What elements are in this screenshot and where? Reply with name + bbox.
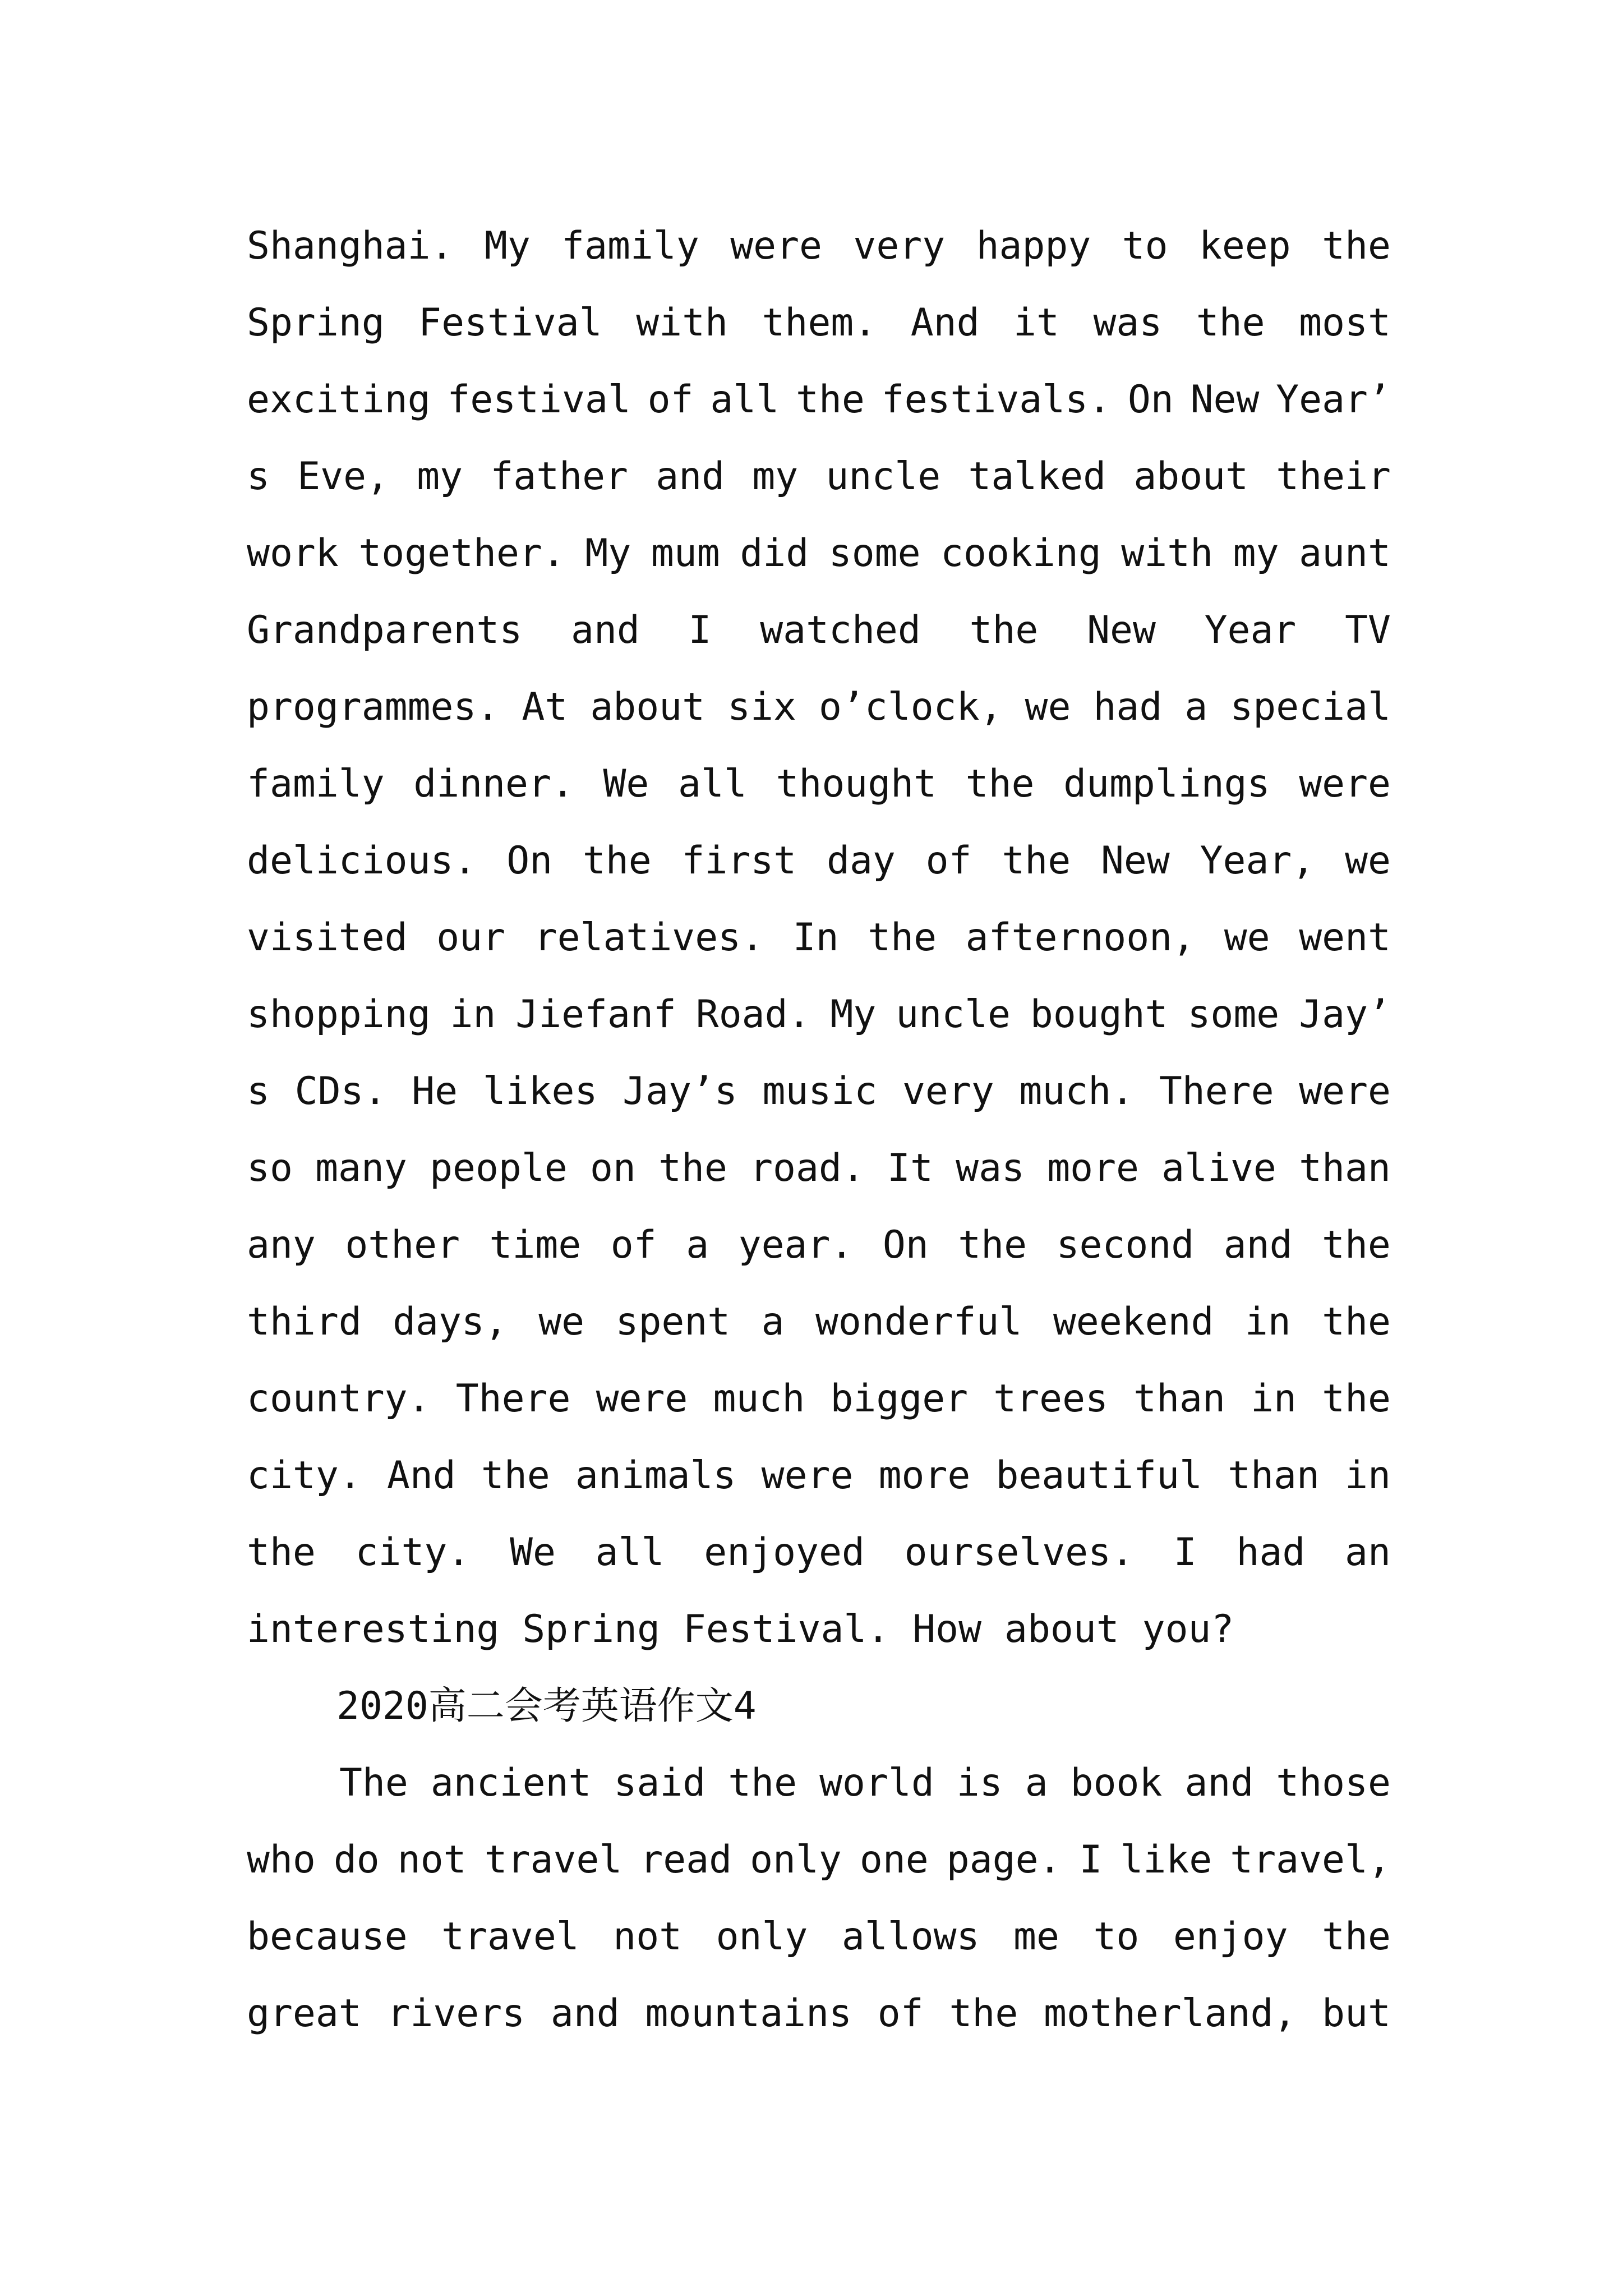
word: third bbox=[247, 1300, 362, 1344]
word: Spring bbox=[247, 301, 385, 345]
word: rivers bbox=[387, 1991, 525, 2036]
word: Year, bbox=[1200, 839, 1315, 883]
word: bigger bbox=[830, 1377, 969, 1421]
word: road. bbox=[750, 1146, 865, 1190]
word: ancient bbox=[430, 1761, 592, 1805]
word: allows bbox=[841, 1915, 980, 1959]
word: alive bbox=[1161, 1146, 1276, 1190]
text-line bbox=[247, 1207, 1391, 1283]
word: all bbox=[710, 378, 780, 422]
word: was bbox=[1093, 301, 1163, 345]
word: all bbox=[677, 762, 747, 806]
word: the bbox=[1196, 301, 1265, 345]
word: but bbox=[1322, 1991, 1391, 2036]
word: keep bbox=[1198, 224, 1291, 268]
word: we bbox=[538, 1300, 585, 1344]
word: the bbox=[796, 378, 865, 422]
word: had bbox=[1093, 685, 1163, 729]
word: a bbox=[1184, 685, 1208, 729]
word: city. bbox=[355, 1530, 471, 1575]
word: relatives. bbox=[534, 915, 764, 960]
word: so bbox=[247, 1146, 293, 1190]
word: the bbox=[969, 608, 1039, 652]
word: some bbox=[828, 531, 921, 576]
word: My bbox=[830, 992, 877, 1037]
word: New bbox=[1100, 839, 1170, 883]
word: New bbox=[1190, 378, 1260, 422]
word: s bbox=[247, 454, 270, 499]
word: were bbox=[761, 1453, 854, 1498]
text-line bbox=[247, 746, 1391, 822]
text-line bbox=[247, 515, 1391, 592]
word: programmes. bbox=[247, 685, 500, 729]
word: very bbox=[853, 224, 946, 268]
word: than bbox=[1133, 1377, 1225, 1421]
word: page. bbox=[946, 1838, 1062, 1882]
word: and bbox=[571, 608, 640, 652]
text-line bbox=[247, 669, 1391, 746]
word: the bbox=[728, 1761, 797, 1805]
word: those bbox=[1276, 1761, 1391, 1805]
text-line bbox=[247, 899, 1391, 976]
word: with bbox=[636, 301, 728, 345]
text-line bbox=[247, 361, 1391, 438]
word: a bbox=[761, 1300, 785, 1344]
word: There bbox=[455, 1377, 571, 1421]
word: spent bbox=[615, 1300, 731, 1344]
word: second bbox=[1056, 1223, 1195, 1267]
word: and bbox=[1223, 1223, 1293, 1267]
word: wonderful bbox=[815, 1300, 1022, 1344]
word: because bbox=[247, 1915, 408, 1959]
word: country. bbox=[247, 1377, 431, 1421]
word: some bbox=[1187, 992, 1280, 1037]
word: and bbox=[1184, 1761, 1254, 1805]
word: mum bbox=[651, 531, 720, 576]
word: said bbox=[614, 1761, 706, 1805]
word: my bbox=[417, 454, 463, 499]
word: We bbox=[603, 762, 649, 806]
word: we bbox=[1345, 839, 1391, 883]
word: their bbox=[1276, 454, 1391, 499]
word: On bbox=[882, 1223, 929, 1267]
word: of bbox=[610, 1223, 657, 1267]
word: likes bbox=[482, 1069, 598, 1114]
word: more bbox=[1047, 1146, 1139, 1190]
word: day bbox=[827, 839, 896, 883]
word: who bbox=[247, 1838, 316, 1882]
word: visited bbox=[247, 915, 408, 960]
word: I bbox=[1173, 1530, 1197, 1575]
word: read bbox=[640, 1838, 732, 1882]
word: family bbox=[247, 762, 385, 806]
word: a bbox=[686, 1223, 709, 1267]
word: my bbox=[752, 454, 799, 499]
word: On bbox=[1127, 378, 1174, 422]
word: the bbox=[868, 915, 937, 960]
word: the bbox=[1322, 1915, 1391, 1959]
word: year. bbox=[738, 1223, 854, 1267]
word: in bbox=[1345, 1453, 1391, 1498]
word: watched bbox=[760, 608, 921, 652]
word: other bbox=[345, 1223, 460, 1267]
text-line bbox=[247, 1745, 1391, 1821]
word: days, bbox=[393, 1300, 508, 1344]
word: than bbox=[1228, 1453, 1320, 1498]
word: The bbox=[339, 1761, 408, 1805]
text-line bbox=[247, 284, 1391, 361]
word: Road. bbox=[695, 992, 811, 1037]
word: time bbox=[489, 1223, 582, 1267]
word: went bbox=[1299, 915, 1391, 960]
word: first bbox=[681, 839, 797, 883]
word: is bbox=[956, 1761, 1003, 1805]
word: were bbox=[1299, 1069, 1391, 1114]
word: and bbox=[550, 1991, 620, 2036]
word: of bbox=[877, 1991, 924, 2036]
word: animals bbox=[575, 1453, 736, 1498]
word: trees bbox=[993, 1377, 1108, 1421]
word: At bbox=[522, 685, 568, 729]
word: more bbox=[878, 1453, 971, 1498]
word: dumplings bbox=[1063, 762, 1270, 806]
word: in bbox=[1244, 1300, 1291, 1344]
word: motherland, bbox=[1044, 1991, 1297, 2036]
word: it bbox=[1013, 301, 1059, 345]
word: people bbox=[430, 1146, 568, 1190]
text-line bbox=[247, 1898, 1391, 1975]
word: uncle bbox=[896, 992, 1011, 1037]
word: them. bbox=[762, 301, 877, 345]
word: in bbox=[450, 992, 496, 1037]
word: were bbox=[1299, 762, 1391, 806]
word: only bbox=[750, 1838, 842, 1882]
word: of bbox=[925, 839, 972, 883]
text-line: interesting Spring Festival. How about you? bbox=[247, 1607, 1234, 1651]
word: He bbox=[412, 1069, 458, 1114]
word: talked bbox=[968, 454, 1106, 499]
word: one bbox=[859, 1838, 929, 1882]
word: the bbox=[1322, 1300, 1391, 1344]
word: not bbox=[397, 1838, 467, 1882]
word: than bbox=[1299, 1146, 1391, 1190]
word: only bbox=[716, 1915, 808, 1959]
word: we bbox=[1025, 685, 1071, 729]
word: aunt bbox=[1299, 531, 1391, 576]
word: were bbox=[730, 224, 822, 268]
word: the bbox=[481, 1453, 550, 1498]
word: o’clock, bbox=[818, 685, 1003, 729]
word: world bbox=[819, 1761, 934, 1805]
word: Jay’ bbox=[1299, 992, 1391, 1037]
word: I bbox=[688, 608, 712, 652]
word: happy bbox=[976, 224, 1091, 268]
word: thought bbox=[776, 762, 937, 806]
word: There bbox=[1159, 1069, 1274, 1114]
word: the bbox=[658, 1146, 727, 1190]
word: of bbox=[647, 378, 694, 422]
word: was bbox=[956, 1146, 1025, 1190]
word: delicious. bbox=[247, 839, 477, 883]
word: enjoy bbox=[1173, 1915, 1288, 1959]
word: beautiful bbox=[995, 1453, 1202, 1498]
word: the bbox=[949, 1991, 1018, 2036]
word: Grandparents bbox=[247, 608, 523, 652]
word: all bbox=[595, 1530, 665, 1575]
word: My bbox=[585, 531, 631, 576]
word: TV bbox=[1345, 608, 1391, 652]
text-line bbox=[247, 976, 1391, 1053]
text-line bbox=[247, 1283, 1391, 1360]
text-line bbox=[247, 208, 1391, 284]
word: enjoyed bbox=[704, 1530, 865, 1575]
word: travel, bbox=[1230, 1838, 1391, 1882]
word: father bbox=[490, 454, 628, 499]
word: most bbox=[1299, 301, 1391, 345]
word: We bbox=[510, 1530, 556, 1575]
word: Year’ bbox=[1276, 378, 1391, 422]
word: On bbox=[506, 839, 553, 883]
text-line bbox=[247, 1514, 1391, 1591]
word: like bbox=[1120, 1838, 1212, 1882]
word: did bbox=[740, 531, 809, 576]
text-line bbox=[247, 1975, 1391, 2052]
word: much bbox=[713, 1377, 805, 1421]
word: work bbox=[247, 531, 339, 576]
word: exciting bbox=[247, 378, 431, 422]
word: to bbox=[1093, 1915, 1140, 1959]
word: on bbox=[589, 1146, 636, 1190]
word: It bbox=[887, 1146, 933, 1190]
word: our bbox=[436, 915, 506, 960]
word: cooking bbox=[940, 531, 1101, 576]
word: travel bbox=[441, 1915, 579, 1959]
word: me bbox=[1013, 1915, 1059, 1959]
word: many bbox=[315, 1146, 407, 1190]
word: any bbox=[247, 1223, 316, 1267]
word: much. bbox=[1019, 1069, 1135, 1114]
word: about bbox=[1133, 454, 1249, 499]
word: about bbox=[590, 685, 706, 729]
word: the bbox=[1322, 1377, 1391, 1421]
word: book bbox=[1070, 1761, 1163, 1805]
text-line bbox=[247, 1130, 1391, 1207]
text-line bbox=[247, 1437, 1391, 1514]
word: with bbox=[1121, 531, 1214, 576]
document-body bbox=[247, 208, 1391, 2052]
word: the bbox=[247, 1530, 316, 1575]
word: six bbox=[727, 685, 796, 729]
text-line bbox=[247, 1053, 1391, 1130]
word: the bbox=[582, 839, 652, 883]
essay-heading: 2020高二会考英语作文4 bbox=[336, 1684, 757, 1728]
word: city. bbox=[247, 1453, 362, 1498]
word: Eve, bbox=[297, 454, 389, 499]
word: travel bbox=[484, 1838, 623, 1882]
word: My bbox=[484, 224, 531, 268]
word: family bbox=[561, 224, 699, 268]
word: Year bbox=[1204, 608, 1297, 652]
word: an bbox=[1345, 1530, 1391, 1575]
word: a bbox=[1025, 1761, 1048, 1805]
word: CDs. bbox=[294, 1069, 387, 1114]
word: mountains bbox=[645, 1991, 852, 2036]
word: New bbox=[1087, 608, 1156, 652]
word: weekend bbox=[1053, 1300, 1214, 1344]
word: bought bbox=[1030, 992, 1168, 1037]
word: And bbox=[910, 301, 980, 345]
word: afternoon, bbox=[965, 915, 1196, 960]
word: Shanghai. bbox=[247, 224, 454, 268]
word: music bbox=[762, 1069, 878, 1114]
word: festival bbox=[447, 378, 631, 422]
word: together. bbox=[358, 531, 565, 576]
word: Festival bbox=[418, 301, 602, 345]
word: were bbox=[596, 1377, 688, 1421]
word: special bbox=[1230, 685, 1391, 729]
word: s bbox=[247, 1069, 270, 1114]
word: to bbox=[1122, 224, 1168, 268]
word: the bbox=[1322, 224, 1391, 268]
word: and bbox=[656, 454, 725, 499]
word: And bbox=[386, 1453, 456, 1498]
text-line bbox=[247, 822, 1391, 899]
word: we bbox=[1224, 915, 1270, 960]
word: not bbox=[613, 1915, 683, 1959]
word: Jiefanf bbox=[515, 992, 676, 1037]
word: the bbox=[1002, 839, 1071, 883]
word: in bbox=[1251, 1377, 1297, 1421]
word: shopping bbox=[247, 992, 431, 1037]
word: very bbox=[902, 1069, 994, 1114]
word: had bbox=[1236, 1530, 1306, 1575]
word: ourselves. bbox=[904, 1530, 1134, 1575]
text-line bbox=[247, 592, 1391, 669]
word: do bbox=[333, 1838, 380, 1882]
text-line bbox=[247, 1821, 1391, 1898]
word: festivals. bbox=[881, 378, 1112, 422]
word: great bbox=[247, 1991, 362, 2036]
word: In bbox=[792, 915, 839, 960]
word: I bbox=[1079, 1838, 1103, 1882]
word: uncle bbox=[826, 454, 941, 499]
word: dinner. bbox=[413, 762, 574, 806]
word: the bbox=[958, 1223, 1027, 1267]
word: my bbox=[1233, 531, 1279, 576]
word: the bbox=[1322, 1223, 1391, 1267]
word: Jay’s bbox=[623, 1069, 737, 1114]
text-line bbox=[247, 438, 1391, 515]
word: the bbox=[965, 762, 1035, 806]
text-line bbox=[247, 1360, 1391, 1437]
